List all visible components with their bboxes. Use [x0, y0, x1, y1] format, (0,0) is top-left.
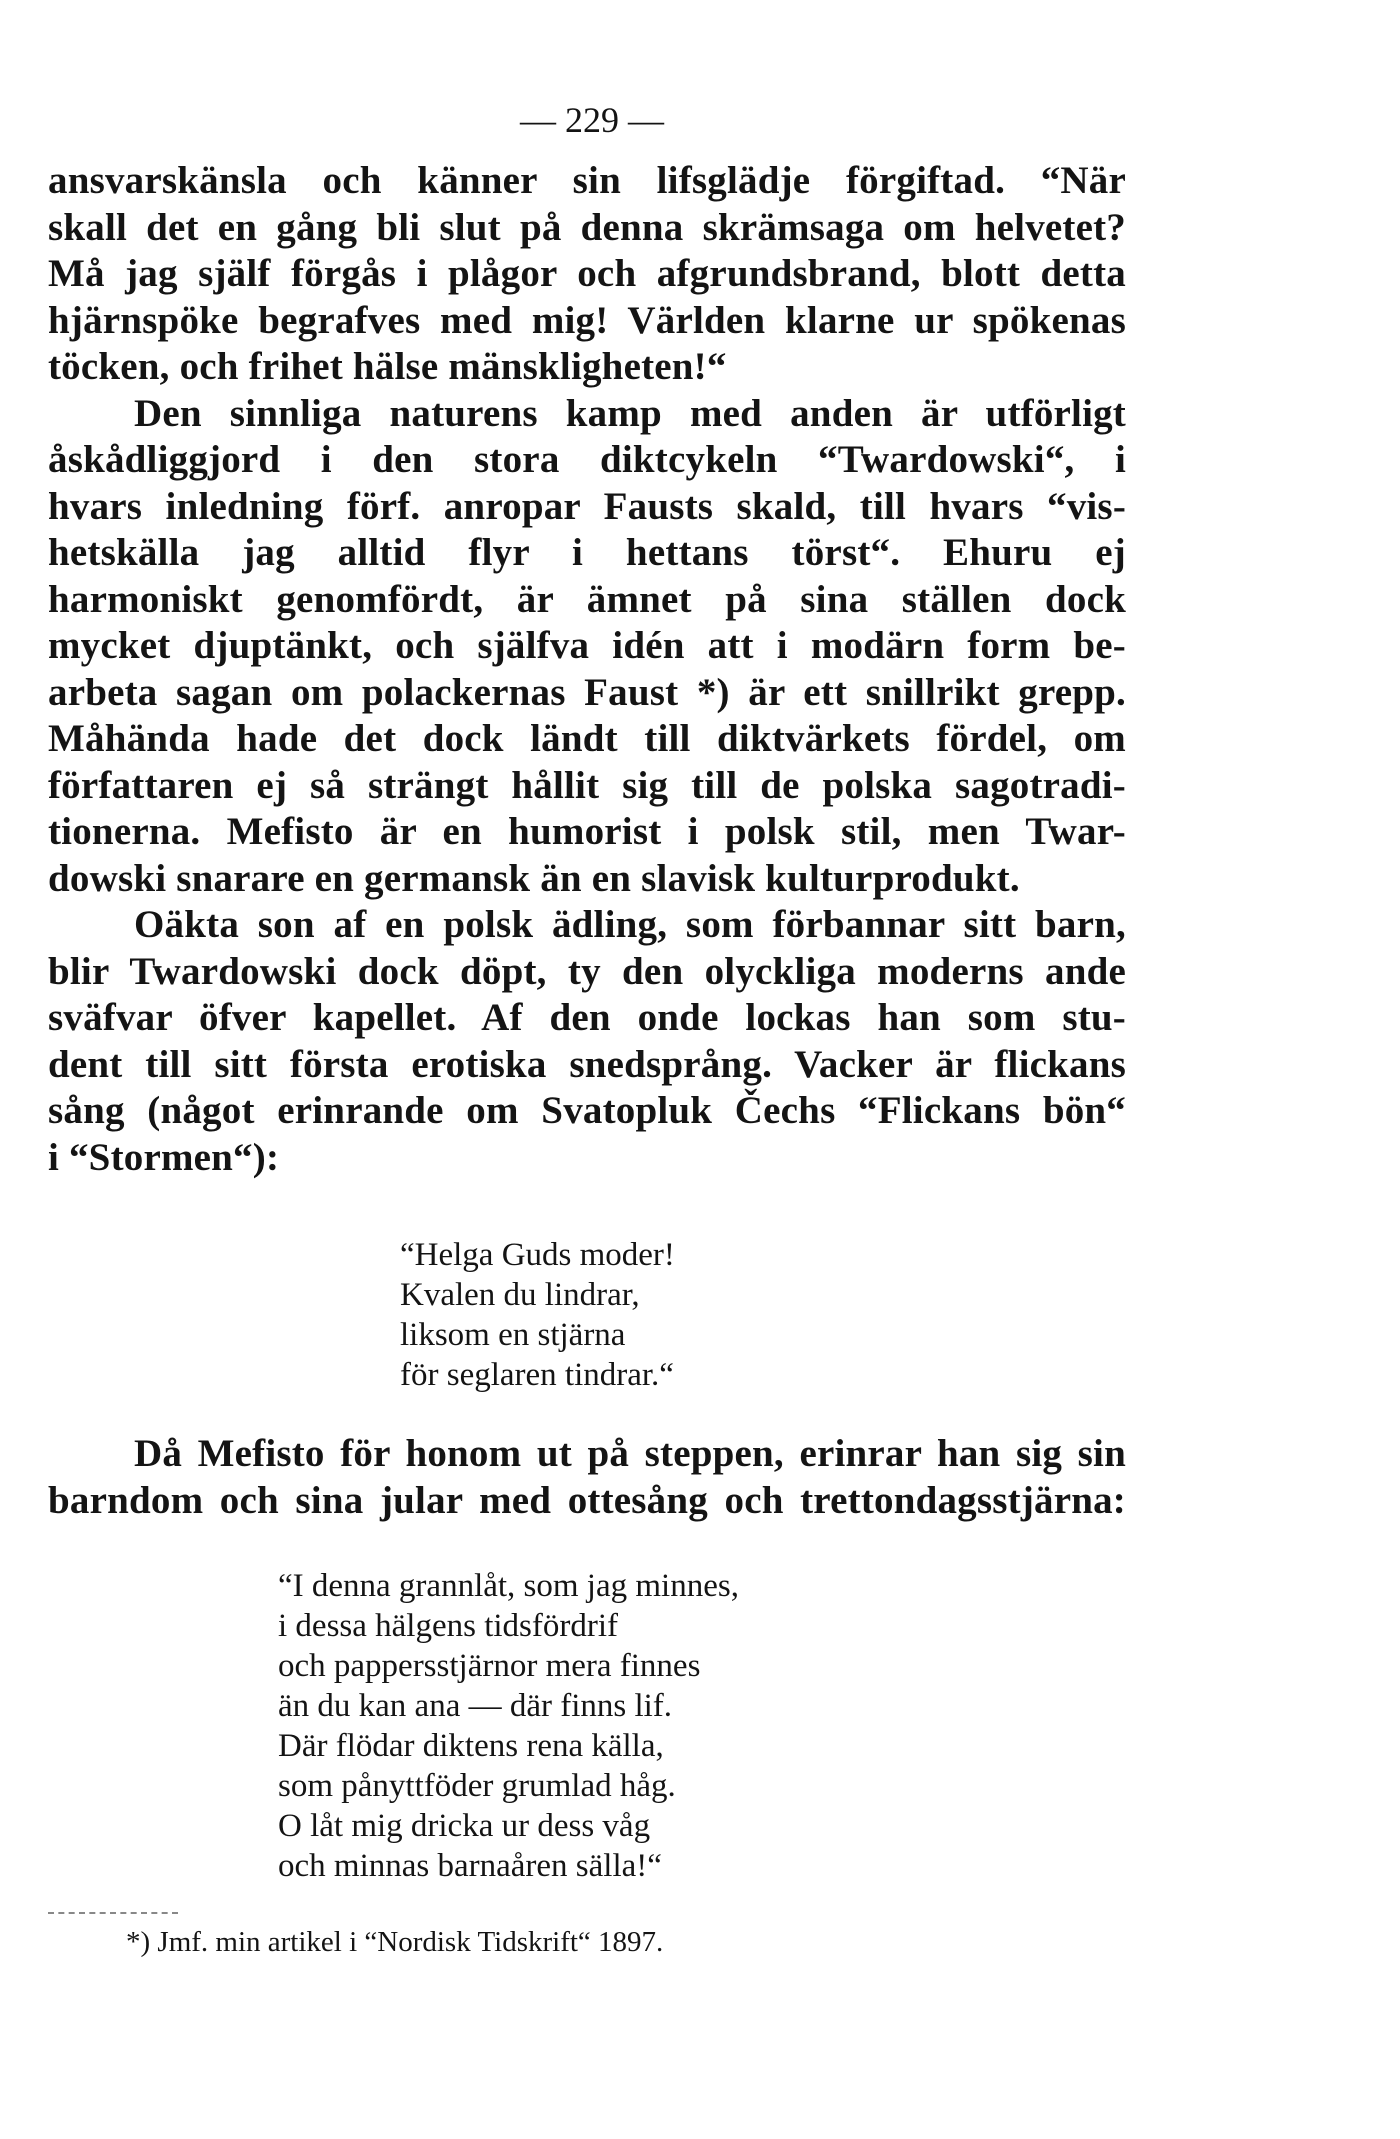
paragraph-1	[48, 158, 1126, 391]
verse-line: liksom en stjärna	[400, 1317, 626, 1353]
text-line: barndom och sina jular med ottesång och trettondagsstjärna:	[48, 1478, 1126, 1522]
text-line: arbeta sagan om polackernas Faust *) är ett snillrikt grepp.	[48, 670, 1126, 714]
page-number: — 229 —	[520, 100, 664, 140]
verse-quote-1	[400, 1235, 1126, 1395]
footnote-divider	[48, 1912, 178, 1914]
verse-line: “I denna grannlåt, som jag minnes,	[278, 1568, 739, 1604]
text-line: åskådliggjord i den stora diktcykeln “Twardowski“, i	[48, 438, 1126, 481]
text-line: författaren ej så strängt hållit sig till de polska sagotradi-	[48, 763, 1126, 807]
verse-line: i dessa hälgens tidsfördrif	[278, 1608, 619, 1644]
verse-line: än du kan ana — där finns lif.	[278, 1688, 673, 1724]
text-line: Må jag själf förgås i plågor och afgrundsbrand, blott detta	[48, 252, 1126, 295]
text-line: Den sinnliga naturens kamp med anden är utförligt	[134, 391, 1126, 435]
text-line: blir Twardowski dock döpt, ty den olyckliga moderns ande	[48, 949, 1126, 993]
paragraph-2	[48, 391, 1126, 903]
text-line: Oäkta son af en polsk ädling, som förbannar sitt barn,	[134, 903, 1126, 946]
footnote: *) Jmf. min artikel i “Nordisk Tidskrift“ 1897.	[126, 1926, 664, 1958]
text-line: hetskälla jag alltid flyr i hettans törst“. Ehuru ej	[48, 531, 1126, 574]
text-line: dowski snarare en germansk än en slavisk kulturprodukt.	[48, 856, 1020, 900]
text-line: tionerna. Mefisto är en humorist i polsk stil, men Twar-	[48, 810, 1126, 853]
verse-line: som pånyttföder grumlad håg.	[278, 1768, 676, 1804]
text-line: hvars inledning förf. anropar Fausts skald, till hvars “vis-	[48, 484, 1126, 528]
verse-quote-2	[278, 1566, 1126, 1886]
verse-line: för seglaren tindrar.“	[400, 1357, 674, 1393]
text-line: sång (något erinrande om Svatopluk Čechs “Flickans bön“	[48, 1089, 1126, 1132]
verse-line: “Helga Guds moder!	[400, 1237, 675, 1273]
verse-line: och minnas barnaåren sälla!“	[278, 1848, 662, 1884]
text-line: hjärnspöke begrafves med mig! Världen klarne ur spökenas	[48, 298, 1126, 342]
verse-line: och pappersstjärnor mera finnes	[278, 1648, 701, 1684]
paragraph-4	[48, 1431, 1126, 1524]
paragraph-3	[48, 902, 1126, 1181]
text-line: töcken, och frihet hälse mänskligheten!“	[48, 345, 727, 388]
text-line: skall det en gång bli slut på denna skrämsaga om helvetet?	[48, 205, 1126, 249]
verse-line: Kvalen du lindrar,	[400, 1277, 640, 1313]
text-line: mycket djuptänkt, och själfva idén att i modärn form be-	[48, 624, 1126, 667]
verse-line: O låt mig dricka ur dess våg	[278, 1808, 651, 1844]
verse-line: Där flödar diktens rena källa,	[278, 1728, 664, 1764]
text-line: ansvarskänsla och känner sin lifsglädje förgiftad. “När	[48, 159, 1126, 202]
text-line: harmoniskt genomfördt, är ämnet på sina ställen dock	[48, 577, 1126, 621]
text-line: dent till sitt första erotiska snedsprång. Vacker är flickans	[48, 1042, 1126, 1086]
text-line: sväfvar öfver kapellet. Af den onde lockas han som stu-	[48, 996, 1126, 1039]
text-line: i “Stormen“):	[48, 1135, 280, 1179]
text-line: Måhända hade det dock ländt till diktvärkets fördel, om	[48, 717, 1126, 760]
book-page	[48, 100, 1126, 1960]
text-line: Då Mefisto för honom ut på steppen, erinrar han sig sin	[134, 1432, 1126, 1475]
